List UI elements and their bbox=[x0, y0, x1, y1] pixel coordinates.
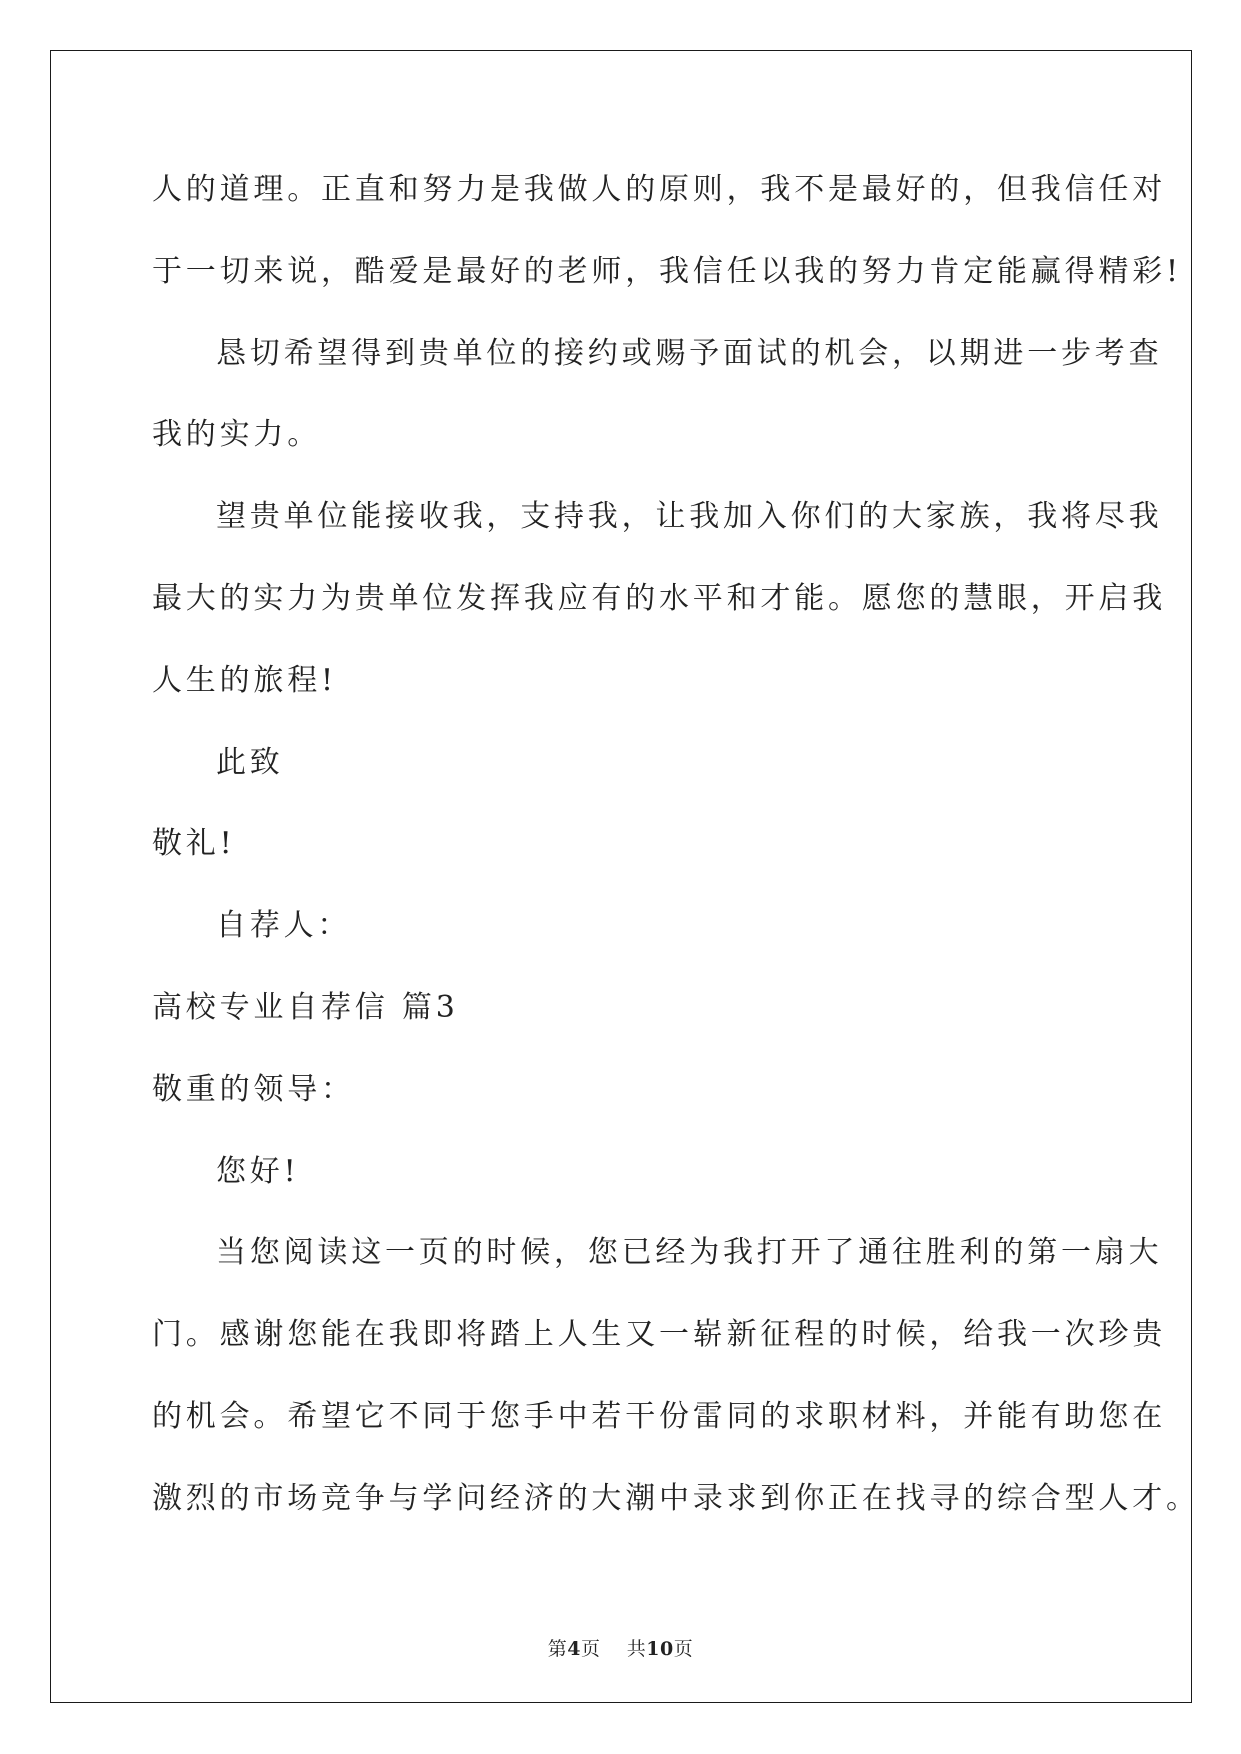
text-line: 恳切希望得到贵单位的接约或赐予面试的机会，以期进一步考查 bbox=[216, 335, 1163, 371]
text-line: 激烈的市场竞争与学问经济的大潮中录求到你正在找寻的综合型人才。 bbox=[152, 1480, 1200, 1516]
footer-prefix: 第 bbox=[547, 1638, 568, 1660]
text-line: 最大的实力为贵单位发挥我应有的水平和才能。愿您的慧眼，开启我 bbox=[152, 580, 1166, 616]
page-number: 4 bbox=[567, 1638, 582, 1660]
greeting-line: 敬重的领导： bbox=[152, 1071, 355, 1107]
closing-salutation: 此致 bbox=[216, 744, 284, 780]
footer-total-unit: 页 bbox=[673, 1638, 694, 1660]
footer-page-unit: 页 bbox=[581, 1638, 601, 1660]
text-line: 当您阅读这一页的时候，您已经为我打开了通往胜利的第一扇大 bbox=[216, 1235, 1163, 1271]
text-line: 门。感谢您能在我即将踏上人生又一崭新征程的时候，给我一次珍贵 bbox=[152, 1317, 1166, 1353]
greeting-hello: 您好! bbox=[216, 1153, 300, 1189]
text-line: 的机会。希望它不同于您手中若干份雷同的求职材料，并能有助您在 bbox=[152, 1398, 1166, 1434]
footer-total-prefix: 共 bbox=[626, 1638, 647, 1660]
closing-regards: 敬礼! bbox=[152, 826, 236, 862]
text-line: 我的实力。 bbox=[152, 417, 321, 453]
text-line: 人的道理。正直和努力是我做人的原则，我不是最好的，但我信任对 bbox=[152, 172, 1166, 207]
section-heading: 高校专业自荐信 篇3 bbox=[152, 989, 459, 1025]
total-pages: 10 bbox=[646, 1638, 674, 1660]
text-line: 于一切来说，酷爱是最好的老师，我信任以我的努力肯定能赢得精彩! bbox=[152, 253, 1182, 289]
document-body bbox=[152, 165, 1200, 1556]
signature-label: 自荐人： bbox=[216, 908, 352, 944]
page-footer bbox=[0, 1634, 1241, 1661]
text-line: 人生的旅程! bbox=[152, 662, 337, 698]
text-line: 望贵单位能接收我，支持我，让我加入你们的大家族，我将尽我 bbox=[216, 499, 1163, 535]
